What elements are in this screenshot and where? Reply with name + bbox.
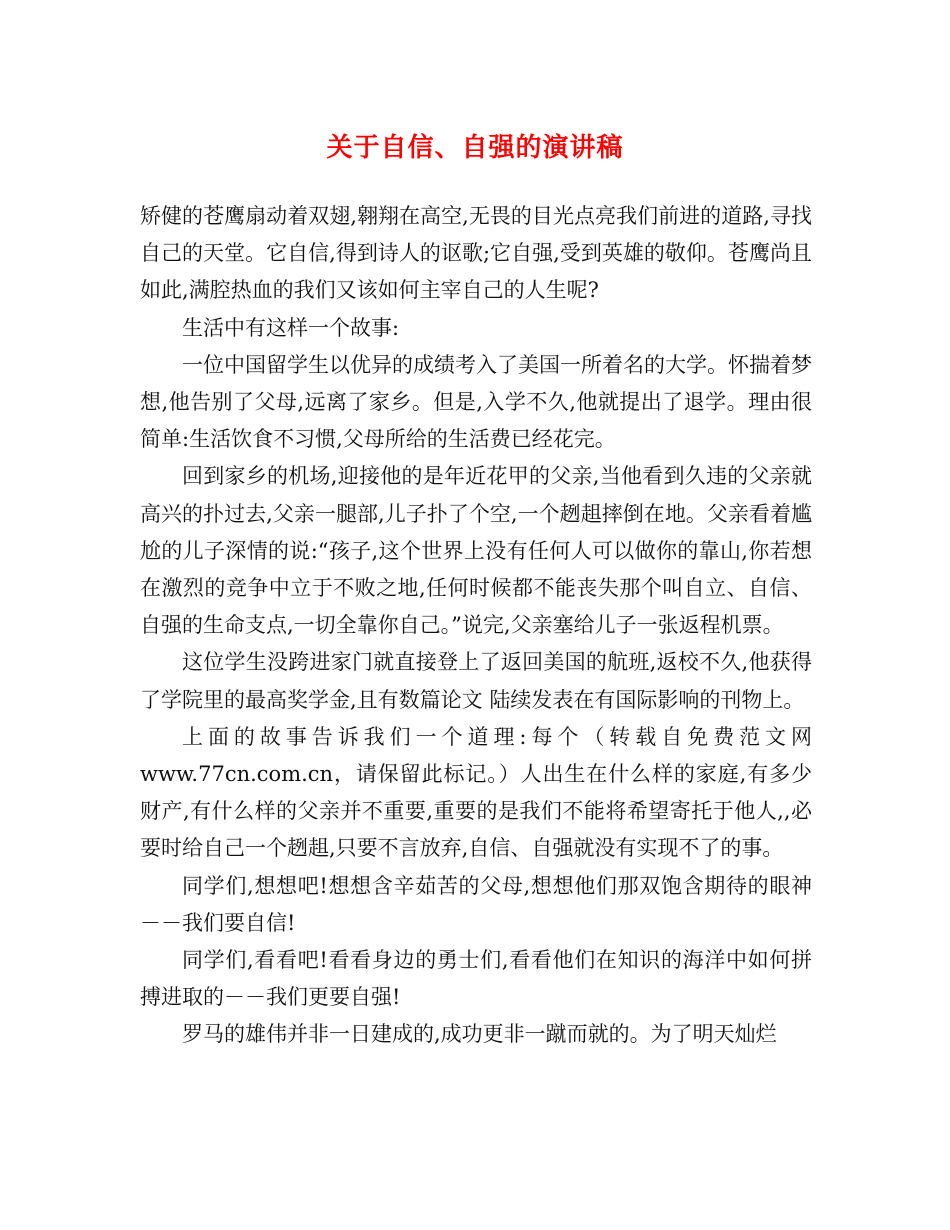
paragraph-return: 这位学生没跨进家门就直接登上了返回美国的航班,返校不久,他获得了学院里的最高奖学金,且有数篇论文 陆续发表在有国际影响的刊物上。 (140, 650, 812, 712)
paragraph-intro: 矫健的苍鹰扇动着双翅,翱翔在高空,无畏的目光点亮我们前进的道路,寻找自己的天堂。它自信,得到诗人的讴歌;它自强,受到英雄的敬仰。苍鹰尚且如此,满腔热血的我们又该如何主宰自己的人生呢? (140, 204, 812, 303)
document-title: 关于自信、自强的演讲稿 (326, 133, 624, 163)
paragraph-story-intro: 生活中有这样一个故事: (182, 315, 400, 340)
paragraph-student: 一位中国留学生以优异的成绩考入了美国一所着名的大学。怀揣着梦想,他告别了父母,远离了家乡。但是,入学不久,他就提出了退学。理由很简单:生活饮食不习惯,父母所给的生活费已经花完。 (140, 352, 812, 452)
paragraph-rome: 罗马的雄伟并非一日建成的,成功更非一蹴而就的。为了明天灿烂 (182, 1022, 777, 1047)
document-body (140, 198, 812, 1054)
paragraph-strength: 同学们,看看吧!看看身边的勇士们,看看他们在知识的海洋中如何拼搏进取的－－我们更要自强! (140, 948, 812, 1010)
paragraph-lesson: 上面的故事告诉我们一个道理:每个（转载自免费范文网www.77cn.com.cn，请保留此标记。）人出生在什么样的家庭,有多少财产,有什么样的父亲并不重要,重要的是我们不能将希望寄托于他人,,必要时给自己一个趔趄,只要不言放弃,自信、自强就没有实现不了的事。 (140, 724, 812, 861)
paragraph-confidence: 同学们,想想吧!想想含辛茹苦的父母,想想他们那双饱含期待的眼神－－我们要自信! (140, 873, 812, 935)
paragraph-airport: 回到家乡的机场,迎接他的是年近花甲的父亲,当他看到久违的父亲就高兴的扑过去,父亲一腿部,儿子扑了个空,一个趔趄摔倒在地。父亲看着尴尬的儿子深情的说:“孩子,这个世界上没有任何人可以做你的靠山,你若想在激烈的竞争中立于不败之地,任何时候都不能丧失那个叫自立、自信、自强的生命支点,一切全靠你自己。”说完,父亲塞给儿子一张返程机票。 (140, 464, 812, 638)
